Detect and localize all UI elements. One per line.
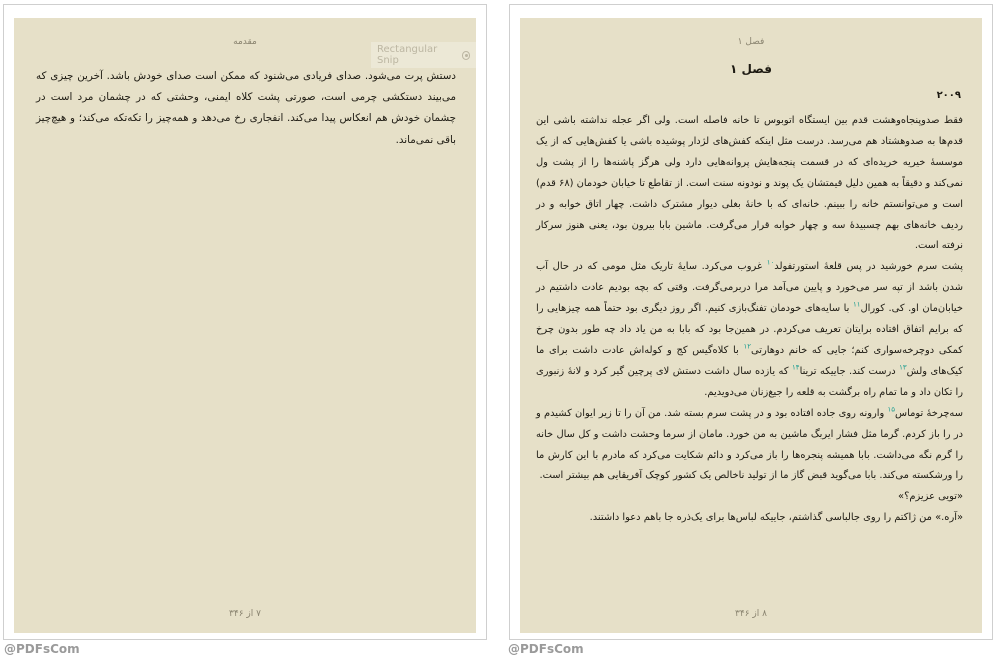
paragraph-2-text-d: با کلاه‌گیس کج و کوله‌اش عادت داشت برای ما کیک‌های ولش [536, 344, 963, 377]
paragraph-2-text-a: پشت سرم خورشید در پس قلعهٔ استورتفولد [774, 261, 963, 273]
footnote-marker[interactable]: ۱۴ [792, 363, 800, 372]
paragraph-3-text-b: وارونه روی جاده افتاده بود و در پشت سرم بسته شد. من آن را تا زیر ایوان کشیدم و در را باز کردم. گرما مثل فشار ایربگ ماشین به من خورد. مامان از سرما وحشت داشت و کل سال خانه را گرم نگه می‌داشت. بابا همیشه پنجره‌ها را باز می‌کرد و دائم شکایت می‌کرد که مادرم با این کارش ما را ورشکسته می‌کند. بابا می‌گوید قبض گاز ما از تولید ناخالص یک کشور کوچک آفریقایی هم بیشتر است. [536, 407, 963, 482]
record-icon [462, 51, 470, 60]
left-page-body: دستش پرت می‌شود. صدای فریادی می‌شنود که ممکن است صدای خودش باشد. آخرین چیزی که می‌بیند دستکشی چرمی است، صورتی پشت کلاه ایمنی، وحشتی که در چشمان مرد است در چشمان خودش هم انعکاس پیدا می‌کند. انفجاری رخ می‌دهد و همه‌چیز را تکه‌تکه می‌کند؛ و هیچ‌چیز باقی نمی‌ماند. [36, 70, 456, 146]
left-page-panel [3, 4, 487, 640]
paragraph-2-text-c: با سایه‌های خودمان تفنگ‌بازی کنیم. اگر روز دیگری بود حتماً همه چیزهایی را که برایم اتفاق افتاده برایتان تعریف می‌کردم. در همین‌جا بود که بابا به من یاد داد چه طور بدون چرخ کمکی دوچرخه‌سواری کنم؛ جایی که خانم دوهارتی [536, 303, 963, 356]
right-page-header: فصل ۱ [737, 37, 765, 47]
paragraph-5: «آره.» من ژاکتم را روی جالباسی گذاشتم، جاییکه لباس‌ها برای یک‌ذره جا باهم دعوا داشتند. [589, 512, 963, 524]
snip-label: Rectangular Snip [377, 44, 438, 66]
chapter-title: فصل ۱ [730, 62, 772, 76]
left-page-number: ۷ از ۳۴۶ [229, 609, 261, 619]
left-page-header: مقدمه [233, 37, 257, 47]
right-page-body [536, 111, 963, 529]
paragraph-3 [536, 404, 963, 488]
paragraph-4: «تویی عزیزم؟» [898, 491, 963, 503]
watermark-left: @PDFsCom [4, 642, 80, 656]
footnote-marker[interactable]: ۱۳ [899, 363, 907, 372]
rectangular-snip-overlay [371, 42, 476, 68]
paragraph-1: فقط صدوپنجاه‌وهشت قدم بین ایستگاه اتوبوس تا خانه فاصله است. ولی اگر عجله نداشته باشی این قدم‌ها به صدوهشتاد هم می‌رسد. درست مثل اینکه کفش‌های لژدار پوشیده باشی یا کفش‌هایی که از یک موسسهٔ خیریه خریده‌ای که در قسمت پنجه‌هایش پروانه‌هایی دارد ولی هرگز پاشنه‌ها را از پشت ول نمی‌کند و دقیقاً به همین دلیل قیمتشان یک پوند و نودونه سنت است. از تقاطع تا خیابان خودمان (۶۸ قدم) است و می‌توانستم خانه را ببینم. خانه‌ای که با خانهٔ بغلی دیوار مشترک داشت. چهار اتاق خوابه و در ردیف خانه‌های بهم چسبیدهٔ سه و چهار خوابه قرار می‌گرفت. ماشین بابا بیرون بود، یعنی هنوز سرکار نرفته است. [536, 115, 964, 252]
left-page [14, 18, 476, 633]
footnote-marker[interactable]: ۱۰ [766, 259, 775, 268]
paragraph-2-text-b: غروب می‌کرد. سایهٔ تاریک مثل مومی که در حال آب شدن باشد از تپه سر می‌خورد و پایین می‌آمد مرا دربرمی‌گرفت. وقتی که بچه بودیم عادت داشتیم در خیابان‌مان او. کی. کورال [536, 261, 963, 315]
right-page-number: ۸ از ۳۴۶ [735, 609, 767, 619]
footnote-marker[interactable]: ۱۵ [887, 405, 896, 414]
paragraph-2-text-f: که یازده سال داشت دستش لای پرچین گیر کرد و لانهٔ زنبوری را تکان داد و ما تمام راه برگشت به قلعه را جیغ‌زنان می‌دویدیم. [536, 365, 963, 398]
footnote-marker[interactable]: ۱۲ [743, 342, 751, 351]
paragraph-2-text-e: درست کند. جاییکه ترینا [799, 365, 900, 377]
footnote-marker[interactable]: ۱۱ [852, 300, 861, 309]
chapter-year: ۲۰۰۹ [936, 90, 961, 101]
watermark-right: @PDFsCom [508, 642, 584, 656]
right-page [520, 18, 982, 633]
paragraph-2 [536, 257, 963, 403]
right-page-panel [509, 4, 993, 640]
paragraph-3-text-a: سه‌چرخهٔ توماس [895, 407, 963, 419]
